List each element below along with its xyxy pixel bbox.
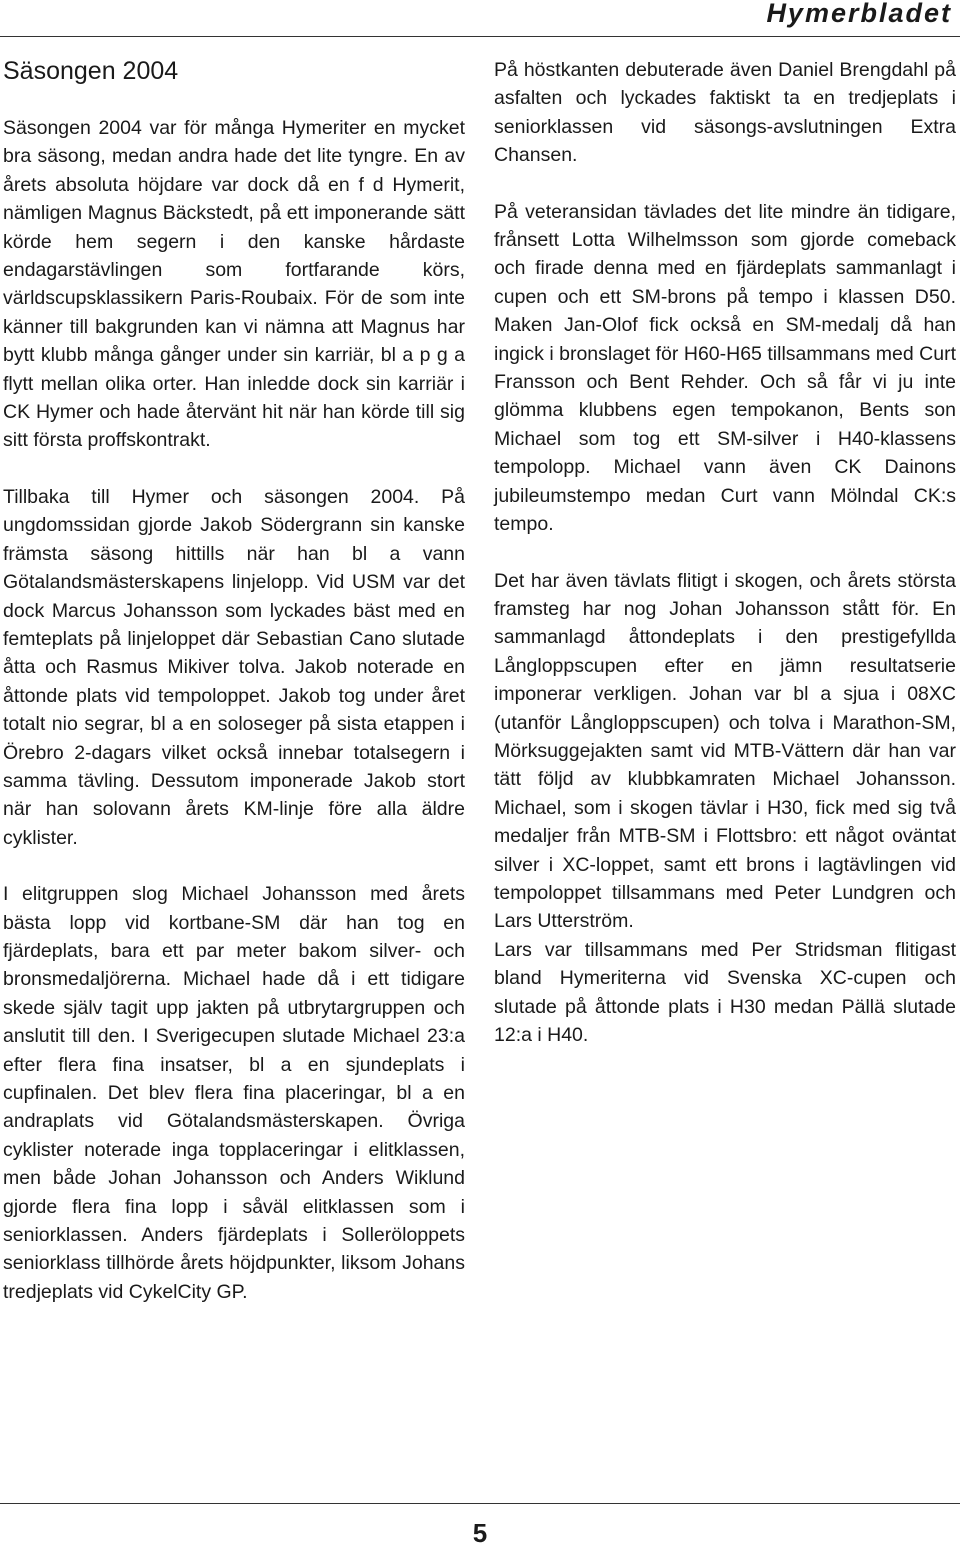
masthead: Hymerbladet xyxy=(766,0,952,28)
right-column xyxy=(494,56,956,1077)
paragraph-elite: I elitgruppen slog Michael Johansson med årets bästa lopp vid kortbane-SM där han tog en fjärdeplats, bara ett par meter bakom silver- och bronsmedaljörerna. Michael hade då i ett tidigare skede själv tagit upp jakten på utbrytargruppen och anslutit till den. I Sverigecupen slutade Michael 23:a efter flera fina insatser, bl a en sjundeplats i cupfinalen. Det blev flera fina placeringar, bl a en andraplats vid Götalandsmästerskapen. Övriga cyklister noterade inga topplaceringar i elitklassen, men både Johan Johansson och Anders Wiklund gjorde flera fina lopp i såväl elitklassen som i seniorklassen. Anders fjärdeplats i Solleröloppets seniorklass tillhörde årets höjdpunkter, liksom Johans tredjeplats vid CykelCity GP. xyxy=(3,883,465,1303)
paragraph-youth: Tillbaka till Hymer och säsongen 2004. På ungdomssidan gjorde Jakob Södergrann sin kanske främsta säsong hittills när han bl a vann Götalandsmästerskapens linjelopp. Vid USM var det dock Marcus Johansson som lyckades bäst med en femteplats på linjeloppet där Sebastian Cano slutade åtta och Rasmus Mikiver tolva. Jakob noterade en åttonde plats vid tempoloppet. Jakob tog under året totalt nio segrar, bl a en soloseger på sista etappen i Örebro 2-dagars vilket också innebar totalsegern i samma tävling. Dessutom imponerade Jakob stort när han solovann årets KM-linje före alla äldre cyklister. xyxy=(3,485,465,849)
header-rule xyxy=(0,36,960,37)
paragraph-autumn: På höstkanten debuterade även Daniel Brengdahl på asfalten och lyckades faktiskt ta en tredjeplats i seniorklassen vid säsongs-avslutningen Extra Chansen. xyxy=(494,59,956,167)
paragraph-forest: Det har även tävlats flitigt i skogen, och årets största framsteg har nog Johan Johansson stått för. En sammanlagd åttondeplats i den prestigefyllda Långloppscupen efter en jämn resultatserie imponerar verkligen. Johan var bl a sjua i 08XC (utanför Långloppscupen) och tolva i Marathon-SM, Mörksuggejakten samt vid MTB-Vättern där han var tätt följd av klubbkamraten Michael Johansson. Michael, som i skogen tävlar i H30, fick med sig två medaljer från MTB-SM i Flottsbro: ett något oväntat silver i XC-loppet, samt ett brons i lagtävlingen vid tempoloppet tillsammans med Peter Lundgren och Lars Utterström. xyxy=(494,569,956,933)
page-number: 5 xyxy=(472,1518,488,1548)
paragraph-intro: Säsongen 2004 var för många Hymeriter en mycket bra säsong, medan andra hade det lite tyngre. En av årets absoluta höjdare var dock då en f d Hymerit, nämligen Magnus Bäckstedt, på ett imponerande sätt körde hem segern i den kanske hårdaste endagarstävlingen som fortfarande körs, världscupsklassikern Paris-Roubaix. För de som inte känner till bakgrunden kan vi nämna att Magnus har bytt klubb många gånger under sin karriär, bl a p g a flytt mellan olika orter. Han inledde dock sin karriär i CK Hymer och hade återvänt hit när han körde till sig sitt första proffskontrakt. xyxy=(3,117,465,452)
article-title: Säsongen 2004 xyxy=(3,57,179,85)
left-column xyxy=(3,50,465,1334)
footer-rule xyxy=(0,1503,960,1504)
paragraph-xc-cup: Lars var tillsammans med Per Stridsman flitigast bland Hymeriterna vid Svenska XC-cupen och slutade på åttonde plats i H30 medan Pällä slutade 12:a i H40. xyxy=(494,938,956,1046)
paragraph-veterans: På veteransidan tävlades det lite mindre än tidigare, frånsett Lotta Wilhelmsson som gjorde comeback och firade denna med en fjärdeplats sammanlagt i cupen och ett SM-brons på tempo i klassen D50. Maken Jan-Olof fick också en SM-medalj då han ingick i bronslaget för H60-H65 tillsammans med Curt Fransson och Bent Rehder. Och så får vi ju inte glömma klubbens egen tempokanon, Bents son Michael som tog ett SM-silver i H40-klassens tempolopp. Michael vann även CK Dainons jubileumstempo medan Curt vann Mölndal CK:s tempo. xyxy=(494,200,956,536)
